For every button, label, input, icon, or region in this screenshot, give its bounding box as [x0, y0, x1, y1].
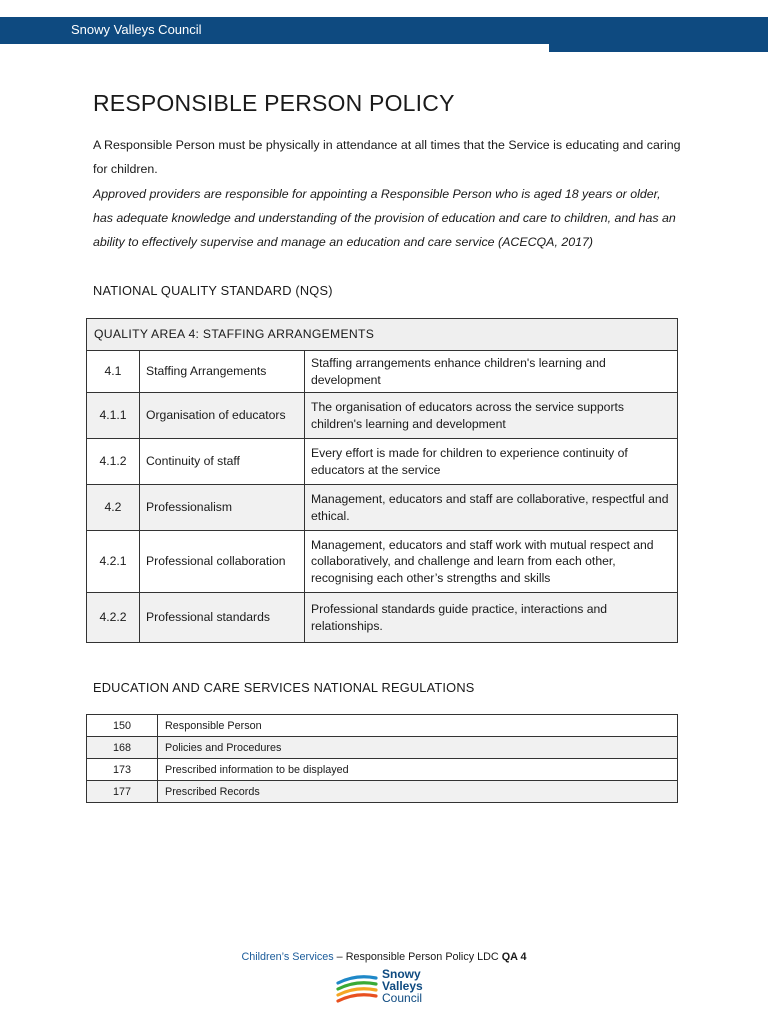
header-bar: [0, 17, 768, 44]
footer-separator: –: [333, 951, 346, 963]
nqs-heading: NATIONAL QUALITY STANDARD (NQS): [93, 283, 333, 298]
regulation-title: Policies and Procedures: [158, 737, 678, 759]
nqs-code: 4.2: [87, 485, 140, 531]
nqs-area-header-row: [87, 319, 678, 351]
footer-doc-ref: Responsible Person Policy LDC: [345, 951, 502, 963]
nqs-description: Staffing arrangements enhance children's learning and development: [305, 351, 678, 393]
nqs-description: Management, educators and staff are collaborative, respectful and ethical.: [305, 485, 678, 531]
regulation-title: Responsible Person: [158, 715, 678, 737]
header-org-name: Snowy Valleys Council: [71, 22, 202, 37]
nqs-code: 4.1.1: [87, 393, 140, 439]
nqs-description: Management, educators and staff work with mutual respect and collaboratively, and challenge and learn from each other, recognising each other’s strengths and skills: [305, 531, 678, 593]
table-row: [87, 485, 678, 531]
table-row: [87, 593, 678, 643]
table-row: [87, 531, 678, 593]
footer-qa: QA 4: [501, 951, 527, 963]
nqs-description: Professional standards guide practice, interactions and relationships.: [305, 593, 678, 643]
logo-line-2: Valleys: [382, 979, 423, 993]
table-row: [87, 781, 678, 803]
nqs-code: 4.1: [87, 351, 140, 393]
nqs-name: Organisation of educators: [140, 393, 305, 439]
regulation-number: 177: [87, 781, 158, 803]
footer-service: Children’s Services: [241, 951, 334, 963]
table-row: [87, 393, 678, 439]
nqs-name: Staffing Arrangements: [140, 351, 305, 393]
regulation-title: Prescribed information to be displayed: [158, 759, 678, 781]
nqs-code: 4.2.2: [87, 593, 140, 643]
nqs-name: Professionalism: [140, 485, 305, 531]
nqs-description: The organisation of educators across the service supports children's learning and development: [305, 393, 678, 439]
nqs-code: 4.2.1: [87, 531, 140, 593]
table-row: [87, 715, 678, 737]
table-row: [87, 737, 678, 759]
header-tab-accent: [549, 44, 768, 52]
regulation-title: Prescribed Records: [158, 781, 678, 803]
nqs-name: Professional collaboration: [140, 531, 305, 593]
logo-line-1: Snowy: [382, 967, 421, 981]
nqs-code: 4.1.2: [87, 439, 140, 485]
intro-paragraph: A Responsible Person must be physically in attendance at all times that the Service is educating and caring for children.: [93, 138, 681, 177]
logo-stripes-icon: [336, 974, 378, 1004]
nqs-name: Professional standards: [140, 593, 305, 643]
table-row: [87, 439, 678, 485]
intro-quote: Approved providers are responsible for appointing a Responsible Person who is aged 18 years or older, has adequate knowledge and understanding of the provision of education and care to children, and has an ability to effectively supervise and manage an education and care service (ACECQA, 2017): [93, 186, 676, 250]
regulation-number: 168: [87, 737, 158, 759]
regulations-heading: EDUCATION AND CARE SERVICES NATIONAL REGULATIONS: [93, 680, 475, 695]
page-title: RESPONSIBLE PERSON POLICY: [93, 90, 455, 116]
regulations-table: [86, 714, 678, 803]
intro-section: [93, 133, 683, 254]
table-row: [87, 351, 678, 393]
table-row: [87, 759, 678, 781]
council-logo: [336, 968, 436, 1008]
regulation-number: 150: [87, 715, 158, 737]
nqs-name: Continuity of staff: [140, 439, 305, 485]
logo-wordmark: [382, 968, 423, 1004]
footer-text: [0, 951, 768, 963]
nqs-table: [86, 318, 678, 643]
nqs-description: Every effort is made for children to experience continuity of educators at the service: [305, 439, 678, 485]
regulation-number: 173: [87, 759, 158, 781]
nqs-area-title: QUALITY AREA 4: STAFFING ARRANGEMENTS: [87, 319, 678, 351]
logo-line-3: Council: [382, 991, 423, 1005]
